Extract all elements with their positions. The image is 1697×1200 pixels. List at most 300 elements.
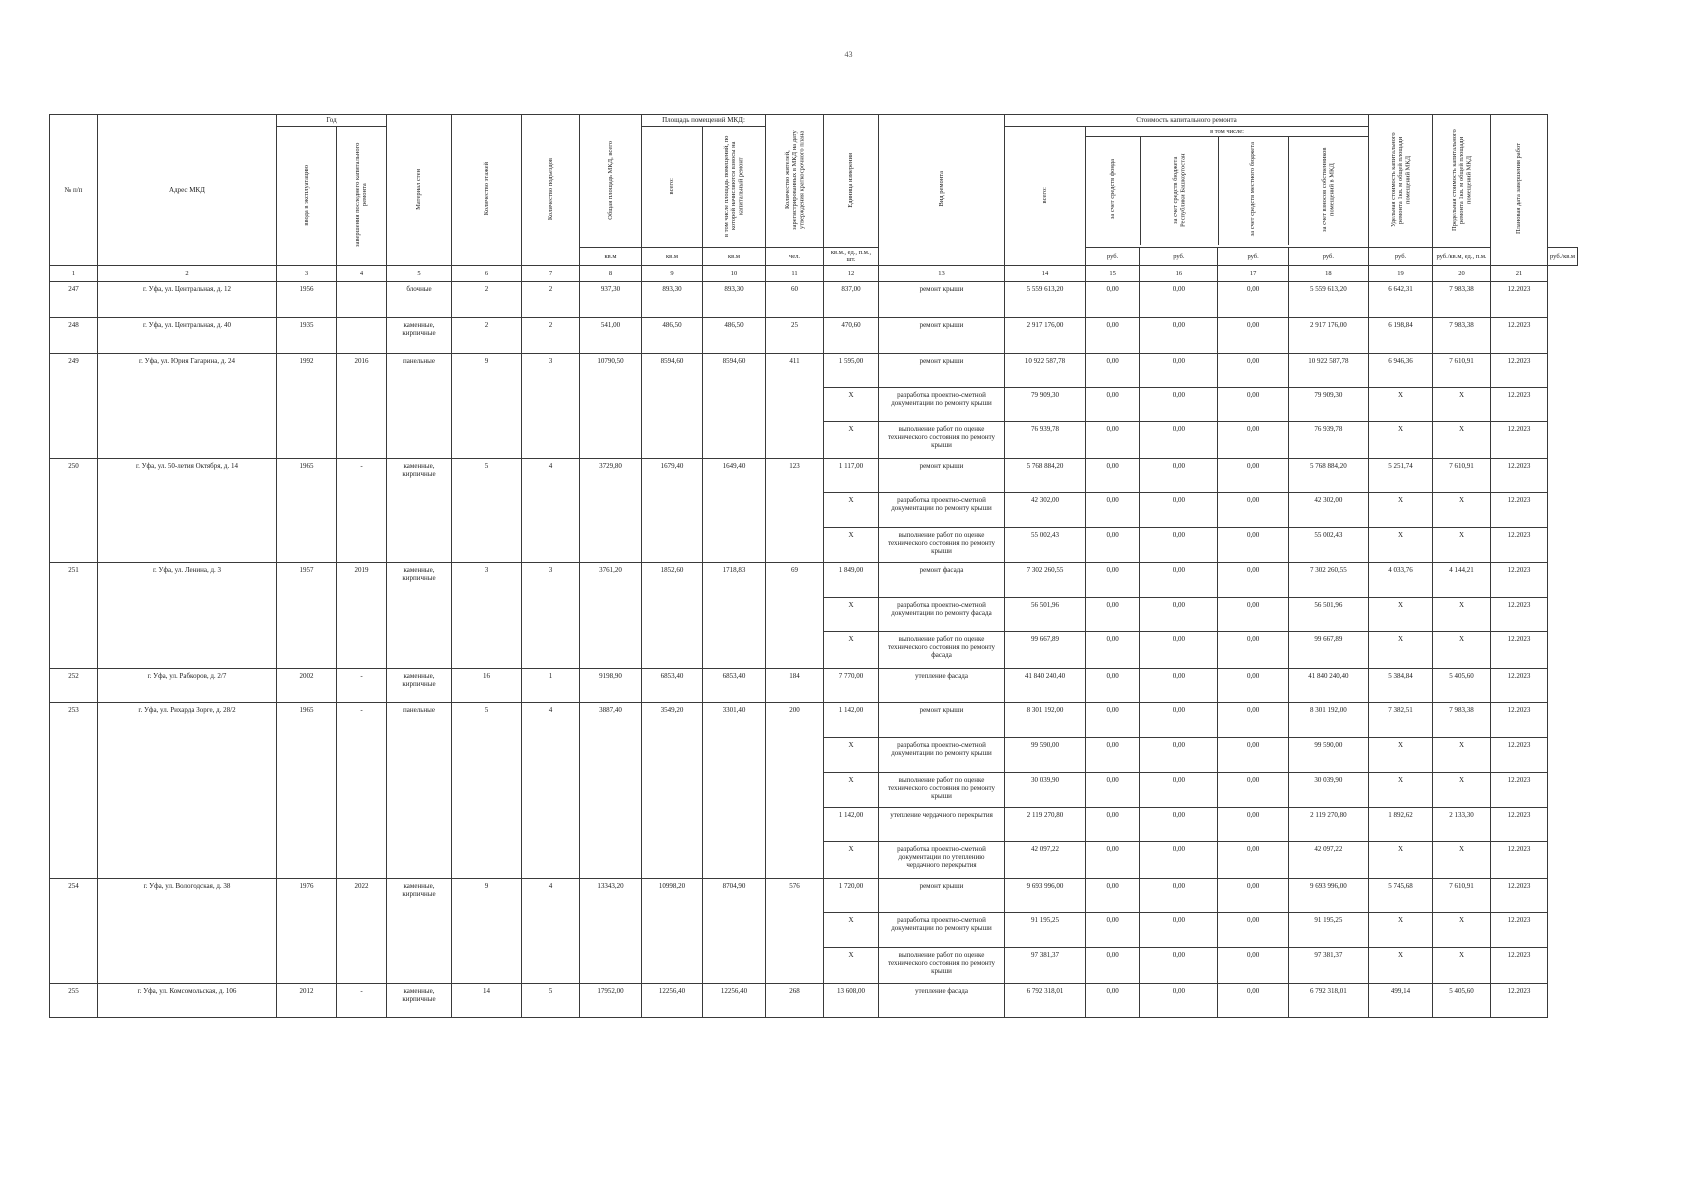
cell-date: 12.2023	[1491, 807, 1548, 841]
cell-rb: 0,00	[1140, 281, 1218, 317]
cell-owners: 91 195,25	[1288, 912, 1368, 947]
cell-rb: 0,00	[1140, 317, 1218, 353]
cell-area-incl: 6853,40	[703, 668, 766, 702]
cell-num: 251	[50, 562, 98, 668]
cell-total: 97 381,37	[1005, 947, 1086, 983]
cell-rb: 0,00	[1140, 421, 1218, 458]
cell-limit: X	[1433, 492, 1491, 527]
cell-unit: 1 849,00	[824, 562, 879, 597]
column-number: 8	[580, 265, 642, 281]
cell-limit: X	[1433, 527, 1491, 562]
header-floors: Количество этажей	[452, 115, 522, 266]
cell-address: г. Уфа, ул. Юрия Гагарина, д. 24	[98, 353, 277, 458]
header-residents: Количество жителей, зарегистрированных в МКД на дату утверждения краткосрочного плана	[766, 115, 824, 248]
cell-type: выполнение работ по оценке технического состояния по ремонту крыши	[879, 527, 1005, 562]
cell-unit: 1 117,00	[824, 458, 879, 492]
cell-material: каменные, кирпичные	[387, 668, 452, 702]
cell-total: 9 693 996,00	[1005, 878, 1086, 912]
cell-num: 248	[50, 317, 98, 353]
cell-owners: 42 097,22	[1288, 841, 1368, 878]
cell-local: 0,00	[1218, 281, 1288, 317]
cell-entrances: 5	[522, 983, 580, 1017]
column-number: 5	[387, 265, 452, 281]
cell-rb: 0,00	[1140, 668, 1218, 702]
cell-date: 12.2023	[1491, 702, 1548, 737]
cell-total: 56 501,96	[1005, 597, 1086, 631]
cell-total: 91 195,25	[1005, 912, 1086, 947]
cell-total: 8 301 192,00	[1005, 702, 1086, 737]
cell-year-repair: 2022	[337, 878, 387, 983]
cell-entrances: 4	[522, 702, 580, 878]
cell-address: г. Уфа, ул. Центральная, д. 40	[98, 317, 277, 353]
cell-entrances: 3	[522, 353, 580, 458]
cell-local: 0,00	[1218, 562, 1288, 597]
cell-num: 250	[50, 458, 98, 562]
cell-type: разработка проектно-сметной документации по утеплению чердачного перекрытия	[879, 841, 1005, 878]
cell-floors: 2	[452, 317, 522, 353]
capital-repair-table	[49, 114, 1578, 1018]
cell-limit: 7 983,38	[1433, 281, 1491, 317]
cell-year-built: 1935	[277, 317, 337, 353]
cell-floors: 5	[452, 702, 522, 878]
cell-floors: 16	[452, 668, 522, 702]
cell-residents: 60	[766, 281, 824, 317]
cell-limit: 7 983,38	[1433, 317, 1491, 353]
cell-unit-cost: X	[1369, 421, 1433, 458]
cell-residents: 123	[766, 458, 824, 562]
table-row	[50, 983, 1578, 1017]
cell-limit: X	[1433, 421, 1491, 458]
cell-date: 12.2023	[1491, 841, 1548, 878]
cell-fund: 0,00	[1086, 492, 1140, 527]
cell-year-repair: -	[337, 702, 387, 878]
cell-unit: X	[824, 421, 879, 458]
cell-unit: X	[824, 947, 879, 983]
cell-owners: 9 693 996,00	[1288, 878, 1368, 912]
column-number: 7	[522, 265, 580, 281]
cell-material: каменные, кирпичные	[387, 878, 452, 983]
header-limit-cost: Предельная стоимость капитального ремонта 1кв. м общей площади помещений МКД	[1433, 115, 1491, 248]
cell-date: 12.2023	[1491, 527, 1548, 562]
cell-unit: X	[824, 772, 879, 807]
cell-unit: 470,60	[824, 317, 879, 353]
column-number-row	[50, 265, 1578, 281]
cell-total: 99 590,00	[1005, 737, 1086, 772]
cell-limit: 2 133,30	[1433, 807, 1491, 841]
cell-owners: 30 039,90	[1288, 772, 1368, 807]
header-deadline: Плановая дата завершения работ	[1491, 115, 1548, 266]
header-work-type: Вид ремонта	[879, 115, 1005, 266]
cell-fund: 0,00	[1086, 702, 1140, 737]
cell-fund: 0,00	[1086, 458, 1140, 492]
cell-material: блочные	[387, 281, 452, 317]
cell-entrances: 2	[522, 317, 580, 353]
cell-year-repair: -	[337, 983, 387, 1017]
cell-date: 12.2023	[1491, 317, 1548, 353]
column-number: 12	[824, 265, 879, 281]
cell-unit: 837,00	[824, 281, 879, 317]
cell-fund: 0,00	[1086, 631, 1140, 668]
cell-date: 12.2023	[1491, 878, 1548, 912]
unit-cell: кв.м., ед., п.м., шт.	[824, 248, 879, 266]
header-unit-cost: Удельная стоимость капитального ремонта 1кв. м общей площади помещений МКД	[1369, 115, 1433, 248]
cell-type: ремонт крыши	[879, 458, 1005, 492]
column-number: 2	[98, 265, 277, 281]
cell-rb: 0,00	[1140, 983, 1218, 1017]
cell-local: 0,00	[1218, 317, 1288, 353]
cell-owners: 99 667,89	[1288, 631, 1368, 668]
cell-unit-cost: 5 251,74	[1369, 458, 1433, 492]
column-number: 11	[766, 265, 824, 281]
header-cost-owners: за счет взносов собственников помещений в МКД	[1320, 147, 1336, 232]
cell-local: 0,00	[1218, 878, 1288, 912]
cell-year-repair: -	[337, 668, 387, 702]
cell-owners: 6 792 318,01	[1288, 983, 1368, 1017]
cell-type: разработка проектно-сметной документации по ремонту крыши	[879, 387, 1005, 421]
cell-total-area: 13343,20	[580, 878, 642, 983]
cell-fund: 0,00	[1086, 947, 1140, 983]
cell-unit: 1 142,00	[824, 807, 879, 841]
cell-local: 0,00	[1218, 702, 1288, 737]
cell-address: г. Уфа, ул. 50-летия Октября, д. 14	[98, 458, 277, 562]
cell-total: 30 039,90	[1005, 772, 1086, 807]
cell-residents: 576	[766, 878, 824, 983]
cell-date: 12.2023	[1491, 947, 1548, 983]
unit-cell: руб./кв.м	[1548, 248, 1578, 266]
cell-local: 0,00	[1218, 772, 1288, 807]
header-num: № п/п	[50, 115, 98, 266]
cell-floors: 9	[452, 353, 522, 458]
unit-cell: руб.	[1140, 248, 1218, 266]
header-area-all: всего:	[642, 127, 703, 248]
cell-year-built: 2002	[277, 668, 337, 702]
column-number: 19	[1369, 265, 1433, 281]
cell-rb: 0,00	[1140, 947, 1218, 983]
header-area-incl: в том числе площадь помещений, по которой начисляются взносы на капитальный ремонт	[703, 127, 766, 248]
cell-date: 12.2023	[1491, 387, 1548, 421]
column-number: 18	[1288, 265, 1368, 281]
header-incl-group	[1086, 127, 1369, 248]
cell-total-area: 10790,50	[580, 353, 642, 458]
cell-fund: 0,00	[1086, 737, 1140, 772]
cell-fund: 0,00	[1086, 912, 1140, 947]
cell-fund: 0,00	[1086, 281, 1140, 317]
cell-fund: 0,00	[1086, 983, 1140, 1017]
cell-total-area: 3887,40	[580, 702, 642, 878]
cell-owners: 8 301 192,00	[1288, 702, 1368, 737]
unit-cell: руб.	[1288, 248, 1368, 266]
cell-date: 12.2023	[1491, 597, 1548, 631]
table-row	[50, 458, 1578, 492]
cell-limit: X	[1433, 387, 1491, 421]
cell-local: 0,00	[1218, 947, 1288, 983]
column-number: 15	[1086, 265, 1140, 281]
cell-area-all: 1679,40	[642, 458, 703, 562]
cell-limit: X	[1433, 597, 1491, 631]
cell-total-area: 541,00	[580, 317, 642, 353]
cell-num: 249	[50, 353, 98, 458]
cell-fund: 0,00	[1086, 597, 1140, 631]
cell-total: 6 792 318,01	[1005, 983, 1086, 1017]
cell-unit: 1 720,00	[824, 878, 879, 912]
cell-rb: 0,00	[1140, 387, 1218, 421]
cell-unit-cost: X	[1369, 947, 1433, 983]
cell-total: 7 302 260,55	[1005, 562, 1086, 597]
cell-unit: X	[824, 841, 879, 878]
unit-cell: руб./кв.м, ед., п.м.	[1433, 248, 1491, 266]
cell-area-incl: 3301,40	[703, 702, 766, 878]
cell-limit: X	[1433, 912, 1491, 947]
cell-year-repair: -	[337, 458, 387, 562]
column-number: 10	[703, 265, 766, 281]
cell-owners: 99 590,00	[1288, 737, 1368, 772]
cell-total: 10 922 587,78	[1005, 353, 1086, 387]
cell-fund: 0,00	[1086, 527, 1140, 562]
page-number: 43	[844, 50, 853, 59]
cell-owners: 5 768 884,20	[1288, 458, 1368, 492]
cell-type: разработка проектно-сметной документации по ремонту фасада	[879, 597, 1005, 631]
cell-local: 0,00	[1218, 492, 1288, 527]
cell-residents: 268	[766, 983, 824, 1017]
cell-rb: 0,00	[1140, 807, 1218, 841]
cell-rb: 0,00	[1140, 841, 1218, 878]
cell-type: ремонт крыши	[879, 317, 1005, 353]
cell-local: 0,00	[1218, 527, 1288, 562]
header-cost-rb: за счет средств бюджета Республики Башкортостан	[1140, 136, 1218, 245]
column-number: 3	[277, 265, 337, 281]
cell-local: 0,00	[1218, 458, 1288, 492]
cell-unit: 1 142,00	[824, 702, 879, 737]
cell-type: утепление фасада	[879, 983, 1005, 1017]
cell-floors: 3	[452, 562, 522, 668]
cell-unit: X	[824, 597, 879, 631]
incl-subtable	[1086, 127, 1368, 245]
cell-total: 42 097,22	[1005, 841, 1086, 878]
unit-cell: руб.	[1218, 248, 1288, 266]
cell-floors: 5	[452, 458, 522, 562]
cell-type: утепление чердачного перекрытия	[879, 807, 1005, 841]
cell-material: каменные, кирпичные	[387, 317, 452, 353]
cell-date: 12.2023	[1491, 458, 1548, 492]
unit-cell: руб.	[1086, 248, 1140, 266]
cell-area-incl: 12256,40	[703, 983, 766, 1017]
cell-year-built: 2012	[277, 983, 337, 1017]
cell-date: 12.2023	[1491, 772, 1548, 807]
cell-date: 12.2023	[1491, 737, 1548, 772]
cell-type: ремонт крыши	[879, 878, 1005, 912]
cell-unit: X	[824, 492, 879, 527]
unit-cell: кв.м	[703, 248, 766, 266]
cell-total: 76 939,78	[1005, 421, 1086, 458]
cell-limit: X	[1433, 631, 1491, 668]
cell-total: 99 667,89	[1005, 631, 1086, 668]
cell-owners: 5 559 613,20	[1288, 281, 1368, 317]
cell-limit: X	[1433, 737, 1491, 772]
cell-total-area: 3761,20	[580, 562, 642, 668]
cell-local: 0,00	[1218, 597, 1288, 631]
cell-area-incl: 1718,83	[703, 562, 766, 668]
cell-area-all: 893,30	[642, 281, 703, 317]
header-cost-fund: за счет средств фонда	[1086, 136, 1140, 245]
table-row	[50, 353, 1578, 387]
cell-rb: 0,00	[1140, 702, 1218, 737]
column-number: 16	[1140, 265, 1218, 281]
cell-unit: 1 595,00	[824, 353, 879, 387]
cell-year-built: 1992	[277, 353, 337, 458]
cell-fund: 0,00	[1086, 562, 1140, 597]
cell-num: 253	[50, 702, 98, 878]
cell-total: 5 768 884,20	[1005, 458, 1086, 492]
header-year-group: Год	[277, 115, 387, 127]
cell-unit-cost: X	[1369, 631, 1433, 668]
cell-unit-cost: X	[1369, 597, 1433, 631]
header-entrances: Количество подъездов	[522, 115, 580, 266]
header-material: Материал стен	[387, 115, 452, 266]
header-total-area: Общая площадь МКД, всего	[580, 115, 642, 248]
cell-entrances: 3	[522, 562, 580, 668]
cell-rb: 0,00	[1140, 527, 1218, 562]
cell-material: панельные	[387, 702, 452, 878]
cell-type: выполнение работ по оценке технического состояния по ремонту фасада	[879, 631, 1005, 668]
cell-unit: X	[824, 737, 879, 772]
cell-year-built: 1965	[277, 458, 337, 562]
cell-unit-cost: X	[1369, 737, 1433, 772]
cell-address: г. Уфа, ул. Ленина, д. 3	[98, 562, 277, 668]
incl-group-label: в том числе:	[1086, 127, 1368, 136]
cell-date: 12.2023	[1491, 912, 1548, 947]
table-body	[50, 281, 1578, 1017]
cell-rb: 0,00	[1140, 562, 1218, 597]
cell-unit-cost: X	[1369, 492, 1433, 527]
cell-limit: X	[1433, 772, 1491, 807]
unit-cell: кв.м	[642, 248, 703, 266]
cell-limit: 5 405,60	[1433, 668, 1491, 702]
cell-unit: X	[824, 527, 879, 562]
cell-date: 12.2023	[1491, 668, 1548, 702]
cell-type: разработка проектно-сметной документации по ремонту крыши	[879, 492, 1005, 527]
column-number: 6	[452, 265, 522, 281]
cell-total: 2 917 176,00	[1005, 317, 1086, 353]
cell-area-all: 3549,20	[642, 702, 703, 878]
cell-year-built: 1956	[277, 281, 337, 317]
cell-owners: 10 922 587,78	[1288, 353, 1368, 387]
cell-unit-cost: 6 946,36	[1369, 353, 1433, 387]
cell-entrances: 4	[522, 878, 580, 983]
cell-total: 41 840 240,40	[1005, 668, 1086, 702]
cell-year-built: 1965	[277, 702, 337, 878]
cell-rb: 0,00	[1140, 597, 1218, 631]
cell-limit: 4 144,21	[1433, 562, 1491, 597]
cell-type: разработка проектно-сметной документации по ремонту крыши	[879, 737, 1005, 772]
cell-total-area: 937,30	[580, 281, 642, 317]
cell-total-area: 9198,90	[580, 668, 642, 702]
cell-unit-cost: 5 745,68	[1369, 878, 1433, 912]
cell-num: 255	[50, 983, 98, 1017]
cell-address: г. Уфа, ул. Центральная, д. 12	[98, 281, 277, 317]
table-row	[50, 281, 1578, 317]
cell-owners: 7 302 260,55	[1288, 562, 1368, 597]
cell-total: 42 302,00	[1005, 492, 1086, 527]
cell-date: 12.2023	[1491, 562, 1548, 597]
cell-total-area: 17952,00	[580, 983, 642, 1017]
header-area-group: Площадь помещений МКД:	[642, 115, 766, 127]
cell-date: 12.2023	[1491, 631, 1548, 668]
cell-floors: 14	[452, 983, 522, 1017]
cell-unit: X	[824, 912, 879, 947]
cell-area-all: 486,50	[642, 317, 703, 353]
column-number: 20	[1433, 265, 1491, 281]
cell-local: 0,00	[1218, 387, 1288, 421]
header-cost-group: Стоимость капитального ремонта	[1005, 115, 1369, 127]
cell-owners: 2 917 176,00	[1288, 317, 1368, 353]
column-number: 1	[50, 265, 98, 281]
cell-area-incl: 893,30	[703, 281, 766, 317]
cell-total: 79 909,30	[1005, 387, 1086, 421]
cell-date: 12.2023	[1491, 492, 1548, 527]
cell-local: 0,00	[1218, 421, 1288, 458]
cell-material: каменные, кирпичные	[387, 562, 452, 668]
cell-local: 0,00	[1218, 912, 1288, 947]
cell-limit: 7 983,38	[1433, 702, 1491, 737]
cell-local: 0,00	[1218, 668, 1288, 702]
cell-floors: 2	[452, 281, 522, 317]
cell-local: 0,00	[1218, 841, 1288, 878]
cell-local: 0,00	[1218, 631, 1288, 668]
cell-type: ремонт крыши	[879, 353, 1005, 387]
cell-type: ремонт фасада	[879, 562, 1005, 597]
column-number: 21	[1491, 265, 1548, 281]
cell-owners: 97 381,37	[1288, 947, 1368, 983]
cell-area-all: 8594,60	[642, 353, 703, 458]
cell-local: 0,00	[1218, 807, 1288, 841]
cell-area-all: 12256,40	[642, 983, 703, 1017]
cell-total: 2 119 270,80	[1005, 807, 1086, 841]
table-row	[50, 668, 1578, 702]
unit-cell: чел.	[766, 248, 824, 266]
cell-residents: 200	[766, 702, 824, 878]
header-year-repair: завершения последнего капитального ремонта	[337, 127, 387, 266]
header-unit: Единица измерения	[824, 115, 879, 248]
cell-num: 252	[50, 668, 98, 702]
cell-fund: 0,00	[1086, 353, 1140, 387]
cell-date: 12.2023	[1491, 281, 1548, 317]
cell-year-built: 1957	[277, 562, 337, 668]
cell-limit: 7 610,91	[1433, 458, 1491, 492]
cell-entrances: 1	[522, 668, 580, 702]
cell-type: выполнение работ по оценке технического состояния по ремонту крыши	[879, 772, 1005, 807]
cell-rb: 0,00	[1140, 772, 1218, 807]
cell-unit-cost: 7 382,51	[1369, 702, 1433, 737]
column-number: 13	[879, 265, 1005, 281]
cell-year-repair: 2016	[337, 353, 387, 458]
cell-year-repair	[337, 281, 387, 317]
cell-fund: 0,00	[1086, 317, 1140, 353]
cell-unit-cost: 6 198,84	[1369, 317, 1433, 353]
cell-area-incl: 486,50	[703, 317, 766, 353]
cell-unit-cost: 6 642,31	[1369, 281, 1433, 317]
cell-year-repair: 2019	[337, 562, 387, 668]
cell-num: 247	[50, 281, 98, 317]
cell-type: разработка проектно-сметной документации по ремонту крыши	[879, 912, 1005, 947]
cell-unit-cost: X	[1369, 387, 1433, 421]
cell-owners: 42 302,00	[1288, 492, 1368, 527]
cell-material: каменные, кирпичные	[387, 458, 452, 562]
cell-owners: 55 002,43	[1288, 527, 1368, 562]
cell-limit: X	[1433, 947, 1491, 983]
cell-unit-cost: X	[1369, 912, 1433, 947]
cell-unit-cost: 1 892,62	[1369, 807, 1433, 841]
cell-fund: 0,00	[1086, 421, 1140, 458]
